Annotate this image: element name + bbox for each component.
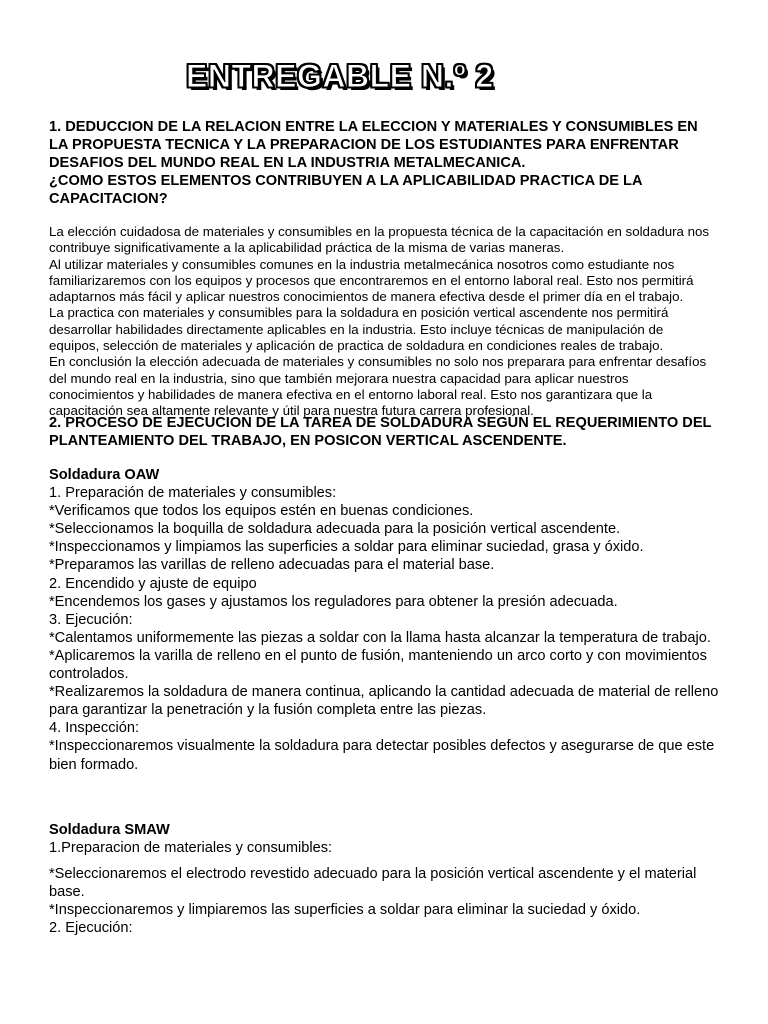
question-1-line: CAPACITACION?: [49, 191, 168, 207]
question-1-line: ¿COMO ESTOS ELEMENTOS CONTRIBUYEN A LA APLICABILIDAD PRACTICA DE LA: [49, 173, 643, 189]
smaw-section: [49, 821, 759, 938]
answer-1-line: Al utilizar materiales y consumibles comunes en la industria metalmecánica nosotros como estudiante nos: [49, 256, 675, 272]
oaw-line: 3. Ejecución:: [49, 611, 133, 628]
question-1-line: 1. DEDUCCION DE LA RELACION ENTRE LA ELECCION Y MATERIALES Y CONSUMIBLES EN: [49, 119, 698, 135]
answer-1-paragraph: [49, 224, 759, 420]
answer-1-line: En conclusión la elección adecuada de materiales y consumibles no solo nos preparara para enfrentar desafíos: [49, 354, 707, 370]
oaw-line: 4. Inspección:: [49, 720, 140, 737]
smaw-line: *Inspeccionaremos y limpiaremos las superficies a soldar para eliminar la suciedad y óxido.: [49, 902, 641, 919]
answer-1-line: La elección cuidadosa de materiales y consumibles en la propuesta técnica de la capacitación en soldadura nos: [49, 224, 710, 239]
question-2-line: 2. PROCESO DE EJECUCION DE LA TAREA DE SOLDADURA SEGÚN EL REQUERIMIENTO DEL: [49, 415, 712, 431]
oaw-line: *Verificamos que todos los equipos estén en buenas condiciones.: [49, 503, 474, 520]
answer-1-line: equipos, selección de materiales y aplicación de practica de soldadura en condiciones reales de trabajo.: [49, 338, 664, 354]
question-2-line: PLANTEAMIENTO DEL TRABAJO, EN POSICON VERTICAL ASCENDENTE.: [49, 433, 567, 449]
answer-1-line: capacitación sea altamente relevante y útil para nuestra futura carrera profesional.: [49, 403, 534, 419]
oaw-line: 2. Encendido y ajuste de equipo: [49, 575, 257, 592]
smaw-section-title: Soldadura SMAW: [49, 822, 170, 838]
answer-1-line: adaptarnos más fácil y aplicar nuestros conocimientos de manera efectiva desde el primer día en el trabajo.: [49, 289, 684, 305]
question-1-heading: [49, 118, 759, 208]
question-1-line: DESAFIOS DEL MUNDO REAL EN LA INDUSTRIA METALMECANICA.: [49, 155, 526, 171]
smaw-spacer: [49, 857, 759, 865]
answer-1-line: conocimientos y habilidades de manera efectiva en el entorno laboral real. Esto nos garantizara que la: [49, 386, 653, 402]
answer-1-line: desarrollar habilidades directamente aplicables en la industria. Esto incluye técnicas de manipulación de: [49, 321, 664, 337]
oaw-line: bien formado.: [49, 756, 139, 773]
oaw-line: *Aplicaremos la varilla de relleno en el punto de fusión, manteniendo un arco corto y con movimientos: [49, 647, 707, 664]
smaw-line: *Seleccionaremos el electrodo revestido adecuado para la posición vertical ascendente y el material: [49, 866, 697, 883]
question-1-line: LA PROPUESTA TECNICA Y LA PREPARACION DE LOS ESTUDIANTES PARA ENFRENTAR: [49, 137, 679, 153]
oaw-line: controlados.: [49, 666, 129, 683]
oaw-line: 1. Preparación de materiales y consumibles:: [49, 485, 337, 502]
answer-1-line: contribuye significativamente a la aplicabilidad práctica de la misma de varias maneras.: [49, 240, 565, 256]
answer-1-line: del mundo real en la industria, sino que también mejorara nuestra capacidad para aplicar nuestros: [49, 370, 629, 386]
oaw-line: *Encendemos los gases y ajustamos los reguladores para obtener la presión adecuada.: [49, 593, 618, 610]
oaw-line: *Inspeccionamos y limpiamos las superficies a soldar para eliminar suciedad, grasa y óxido.: [49, 539, 644, 556]
oaw-line: *Inspeccionaremos visualmente la soldadura para detectar posibles defectos y asegurarse de que este: [49, 738, 715, 755]
oaw-line: *Preparamos las varillas de relleno adecuadas para el material base.: [49, 557, 495, 574]
smaw-line: 1.Preparacion de materiales y consumibles:: [49, 840, 333, 857]
oaw-line: *Seleccionamos la boquilla de soldadura adecuada para la posición vertical ascendente.: [49, 521, 621, 538]
smaw-line: 2. Ejecución:: [49, 920, 133, 937]
oaw-line: *Realizaremos la soldadura de manera continua, aplicando la cantidad adecuada de material de relleno: [49, 684, 719, 701]
oaw-line: para garantizar la penetración y la fusión completa entre las piezas.: [49, 702, 487, 719]
oaw-section-title: Soldadura OAW: [49, 467, 160, 483]
question-2-heading: [49, 414, 759, 450]
document-title: ENTREGABLE N.º 2: [186, 58, 494, 94]
oaw-section: [49, 466, 759, 774]
answer-1-line: familiarizaremos con los equipos y procesos que encontraremos en el entorno laboral real. Esto nos permitirá: [49, 272, 694, 288]
oaw-line: *Calentamos uniformemente las piezas a soldar con la llama hasta alcanzar la temperatura de trabajo.: [49, 629, 711, 646]
answer-1-line: La practica con materiales y consumibles para la soldadura en posición vertical ascendente nos permitirá: [49, 305, 669, 321]
smaw-line: base.: [49, 884, 85, 901]
